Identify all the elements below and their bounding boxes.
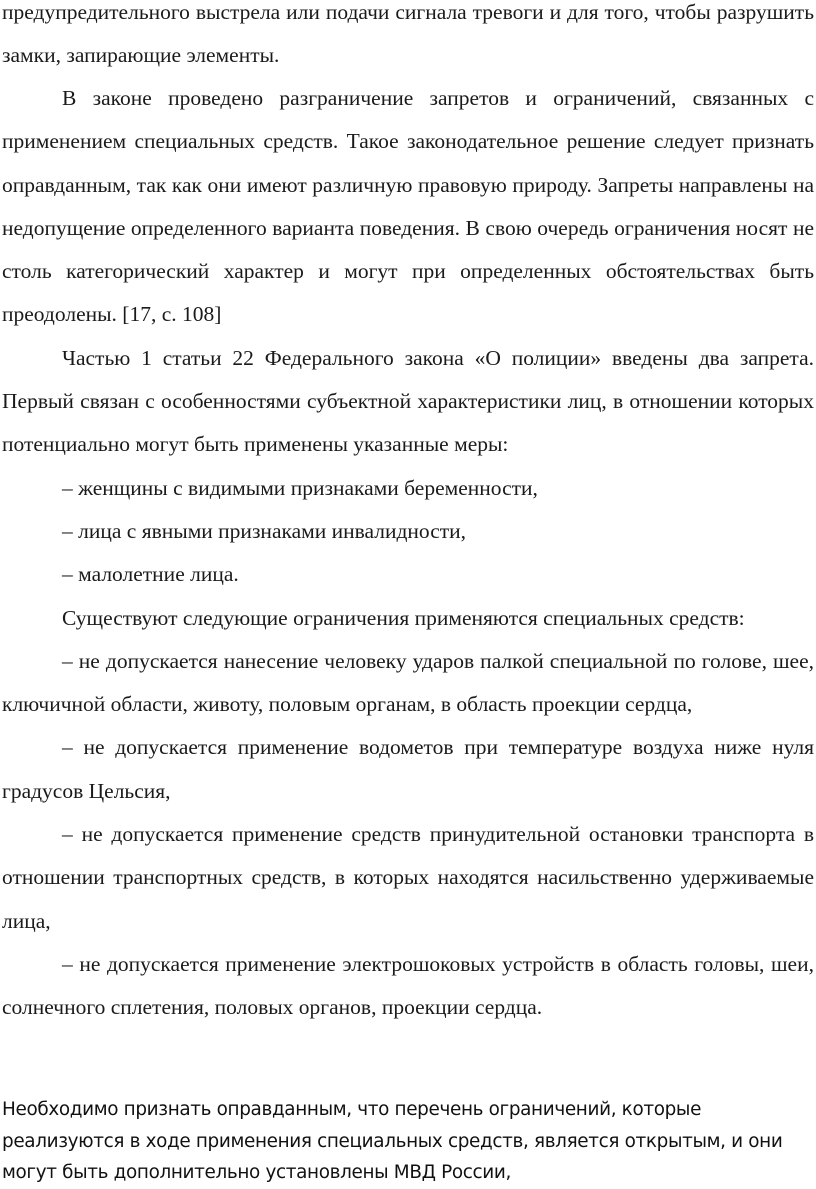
list-item-electroshock: – не допускается применение электрошоковых устройств в область головы, шеи, солнечного сплетения, половых органов, проекции сердца. — [2, 951, 814, 1020]
paragraph-limitations-intro: Существуют следующие ограничения применяются специальных средств: — [62, 605, 745, 630]
list-item-minors: – малолетние лица. — [62, 562, 239, 587]
list-item-disabled-persons: – лица с явными признаками инвалидности, — [62, 518, 467, 543]
list-item-vehicle-stopping: – не допускается применение средств принудительной остановки транспорта в отношении транспортных средств, в которых находятся насильственно удерживаемые лица, — [2, 822, 814, 933]
paragraph-conclusion: Необходимо признать оправданным, что перечень ограничений, которые реализуются в ходе применения специальных средств, является открытым, и они могут быть дополнительно установлены МВД России, — [2, 1099, 783, 1183]
list-item-pregnant-women: – женщины с видимыми признаками беременности, — [62, 475, 538, 500]
list-item-baton-strikes: – не допускается нанесение человеку ударов палкой специальной по голове, шее, ключичной области, животу, половым органам, в область проекции сердца, — [2, 648, 814, 717]
document-body — [2, 77, 814, 1030]
paragraph-article-22: Частью 1 статьи 22 Федерального закона «О полиции» введены два запрета. Первый связан с особенностями субъектной характеристики лиц, в отношении которых потенциально могут быть применены указанные меры: — [2, 345, 814, 457]
list-item-water-cannons: – не допускается применение водометов при температуре воздуха ниже нуля градусов Цельсия, — [2, 735, 814, 803]
paragraph-continuation: предупредительного выстрела или подачи сигнала тревоги и для того, чтобы разрушить замки, запирающие элементы. — [2, 0, 814, 68]
paragraph-restrictions-intro: В законе проведено разграничение запретов и ограничений, связанных с применением специальных средств. Такое законодательное решение следует признать оправданным, так как они имеют различную правовую природу. Запреты направлены на недопущение определенного варианта поведения. В свою очередь ограничения носят не столь категорический характер и могут при определенных обстоятельствах быть преодолены. [17, с. 108] — [2, 86, 814, 327]
